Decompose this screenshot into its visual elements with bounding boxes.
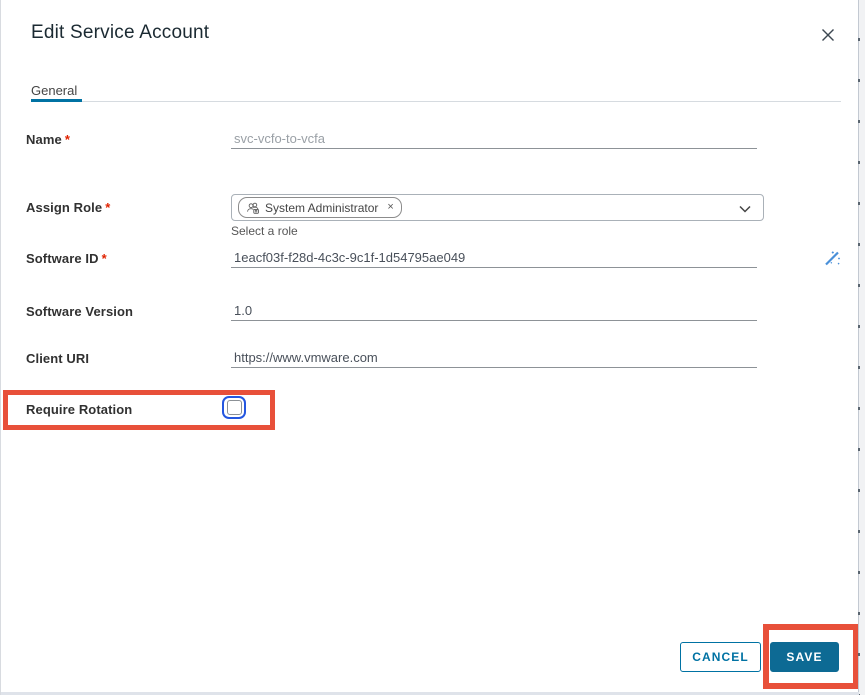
assign-role-label: Assign Role * (26, 200, 111, 215)
checkbox-box (227, 400, 242, 415)
required-asterisk: * (101, 251, 107, 266)
tabbar-divider (31, 101, 841, 102)
close-button[interactable] (817, 24, 839, 46)
required-asterisk: * (64, 132, 70, 147)
required-asterisk: * (105, 200, 111, 215)
software-version-label: Software Version (26, 304, 134, 319)
dialog-title: Edit Service Account (31, 22, 210, 43)
client-uri-label: Client URI (26, 351, 90, 366)
window-scrollbar[interactable] (858, 0, 865, 695)
generate-id-button[interactable] (822, 248, 842, 268)
role-chip[interactable] (238, 197, 402, 218)
require-rotation-checkbox[interactable] (222, 396, 246, 419)
name-input-underline (231, 148, 757, 149)
role-icon (246, 201, 260, 215)
save-button[interactable]: SAVE (770, 642, 839, 672)
role-chip-label: System Administrator (265, 200, 379, 215)
scrollbar-ticks (858, 0, 860, 695)
tab-general[interactable]: General (31, 83, 78, 98)
tab-general-active-underline (31, 99, 82, 102)
software-version-input[interactable]: 1.0 (234, 303, 253, 318)
assign-role-helper-text: Select a role (231, 224, 298, 238)
client-uri-input[interactable]: https://www.vmware.com (234, 350, 378, 365)
require-rotation-label: Require Rotation (26, 402, 133, 417)
name-input: svc-vcfo-to-vcfa (234, 131, 326, 146)
client-uri-underline (231, 367, 757, 368)
chevron-down-icon (739, 205, 751, 213)
close-icon (820, 27, 836, 43)
software-id-input[interactable]: 1eacf03f-f28d-4c3c-9c1f-1d54795ae049 (234, 250, 466, 265)
name-label: Name * (26, 132, 70, 147)
assign-role-combobox[interactable] (231, 194, 764, 221)
software-id-label: Software ID * (26, 251, 107, 266)
software-id-underline (231, 267, 757, 268)
cancel-button[interactable]: CANCEL (680, 642, 761, 672)
chip-remove-icon[interactable]: × (387, 201, 394, 213)
magic-wand-icon (822, 248, 842, 268)
software-version-underline (231, 320, 757, 321)
